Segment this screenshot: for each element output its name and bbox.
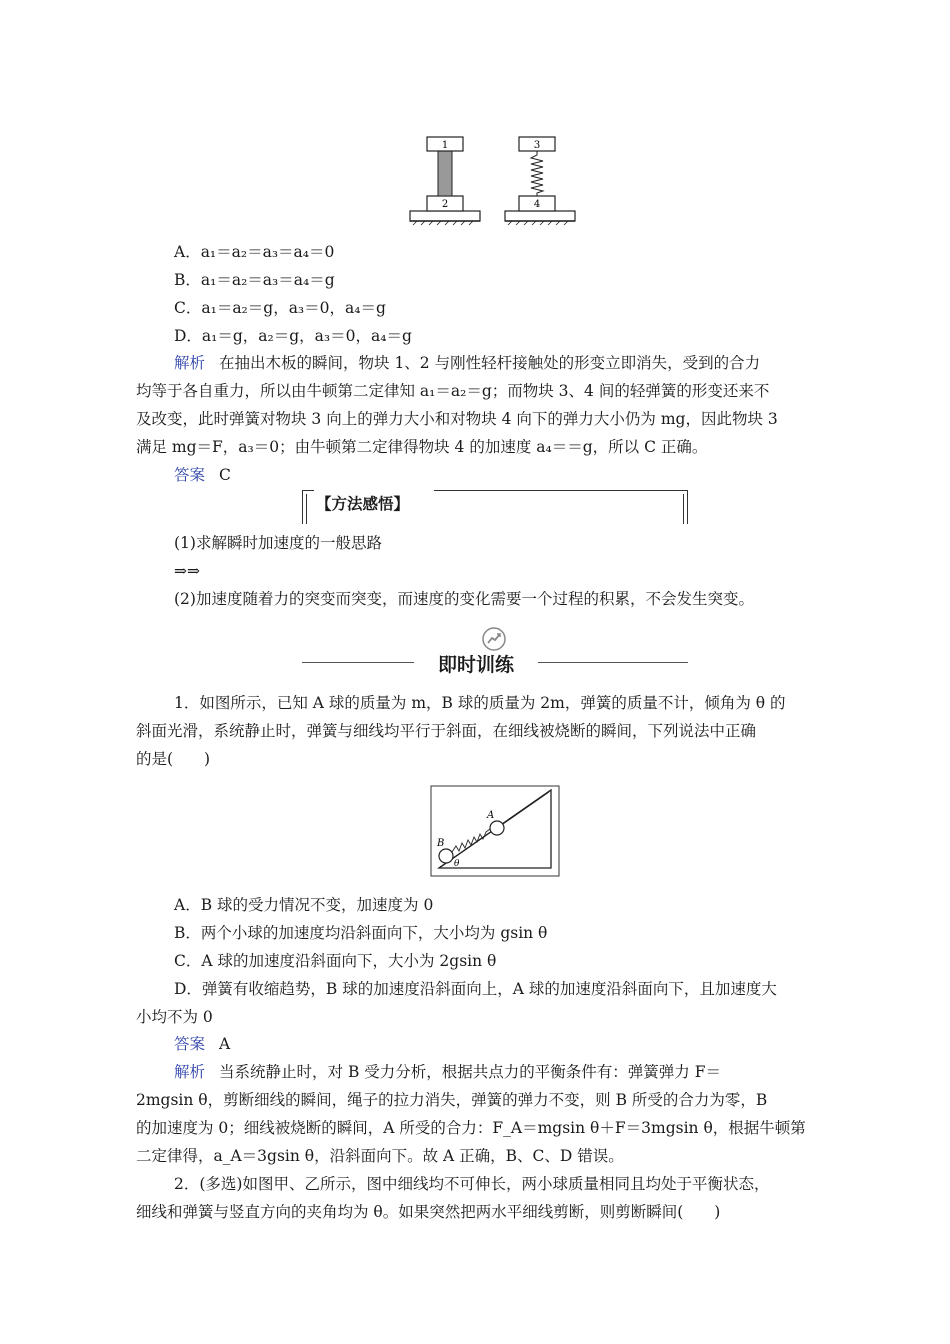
q2-stem-2: 细线和弹簧与竖直方向的夹角均为 θ。如果突然把两水平细线剪断，则剪断瞬间( ) <box>136 1203 721 1221</box>
option-c: C．a₁＝a₂＝g，a₃＝0，a₄＝g <box>174 299 386 317</box>
training-icon <box>481 626 507 652</box>
option-a: A．a₁＝a₂＝a₃＝a₄＝0 <box>174 243 335 261</box>
method-line-3: (2)加速度随着力的突变而突变，而速度的变化需要一个过程的积累，不会发生突变。 <box>174 590 754 608</box>
option-b: B．a₁＝a₂＝a₃＝a₄＝g <box>174 271 335 289</box>
analysis-line-4: 满足 mg＝F，a₃＝0；由牛顿第二定律得物块 4 的加速度 a₄＝＝g，所以 C 正确。 <box>136 438 708 456</box>
q2-stem-1: 2．(多选)如图甲、乙所示，图中细线均不可伸长，两小球质量相同且均处于平衡状态， <box>174 1175 770 1193</box>
label-theta: θ <box>454 859 460 869</box>
q1-analysis-label: 解析 <box>174 1063 206 1081</box>
q1-option-c: C．A 球的加速度沿斜面向下，大小为 2gsin θ <box>174 952 497 970</box>
section-title: 即时训练 <box>437 654 514 676</box>
method-line-1: (1)求解瞬时加速度的一般思路 <box>174 534 382 552</box>
q1-answer-value: A <box>219 1035 231 1053</box>
blocks-figure <box>405 135 595 230</box>
q1-stem-2: 斜面光滑，系统静止时，弹簧与细线均平行于斜面，在细线被烧断的瞬间，下列说法中正确 <box>136 722 757 740</box>
method-line-2: ⇒⇒ <box>174 562 200 580</box>
answer-line <box>174 465 231 485</box>
q1-analysis-line-4: 二定律得，a_A＝3gsin θ，沿斜面向下。故 A 正确，B、C、D 错误。 <box>136 1147 624 1165</box>
q1-option-a: A．B 球的受力情况不变，加速度为 0 <box>174 896 434 914</box>
q1-option-b: B．两个小球的加速度均沿斜面向下，大小均为 gsin θ <box>174 924 548 942</box>
q1-answer-label: 答案 <box>174 1035 206 1053</box>
incline-figure <box>425 780 565 880</box>
analysis-label: 解析 <box>174 354 206 372</box>
analysis-line-1: 解析 在抽出木板的瞬间，物块 1、2 与刚性轻杆接触处的形变立即消失，受到的合力 <box>174 354 761 372</box>
q1-option-d: D．弹簧有收缩趋势，B 球的加速度沿斜面向上，A 球的加速度沿斜面向下，且加速度大 <box>174 980 777 998</box>
block-3-label: 3 <box>533 140 541 151</box>
q1-stem-3: 的是( ) <box>136 750 211 768</box>
label-b: B <box>437 838 445 849</box>
label-a: A <box>487 810 495 821</box>
option-d: D．a₁＝g，a₂＝g，a₃＝0，a₄＝g <box>174 327 412 345</box>
q1-option-d-cont: 小均不为 0 <box>136 1008 213 1026</box>
block-2-label: 2 <box>441 199 449 210</box>
q1-analysis-line-2: 2mgsin θ，剪断细线的瞬间，绳子的拉力消失，弹簧的弹力不变，则 B 所受的合力为零，B <box>136 1091 768 1109</box>
analysis-line-2: 均等于各自重力，所以由牛顿第二定律知 a₁＝a₂＝g；而物块 3、4 间的轻弹簧的形变还来不 <box>136 382 770 400</box>
method-header <box>302 490 688 524</box>
method-title: 【方法感悟】 <box>316 495 410 513</box>
answer-value: C <box>219 466 231 484</box>
divider-right <box>538 662 688 663</box>
q1-analysis-line-3: 的加速度为 0；细线被烧断的瞬间，A 所受的合力：F_A＝mgsin θ＋F＝3mgsin θ，根据牛顿第 <box>136 1119 806 1137</box>
divider-left <box>302 662 414 663</box>
block-1-label: 1 <box>441 140 449 151</box>
analysis-line-3: 及改变，此时弹簧对物块 3 向上的弹力大小和对物块 4 向下的弹力大小仍为 mg，因此物块 3 <box>136 410 778 428</box>
q1-stem-1: 1．如图所示，已知 A 球的质量为 m，B 球的质量为 2m，弹簧的质量不计，倾角为 θ 的 <box>174 694 786 712</box>
q1-analysis-line-1: 解析 当系统静止时，对 B 受力分析，根据共点力的平衡条件有：弹簧弹力 F＝ <box>174 1063 721 1081</box>
q1-answer-line <box>174 1034 230 1054</box>
block-4-label: 4 <box>533 199 541 210</box>
answer-label: 答案 <box>174 466 206 484</box>
